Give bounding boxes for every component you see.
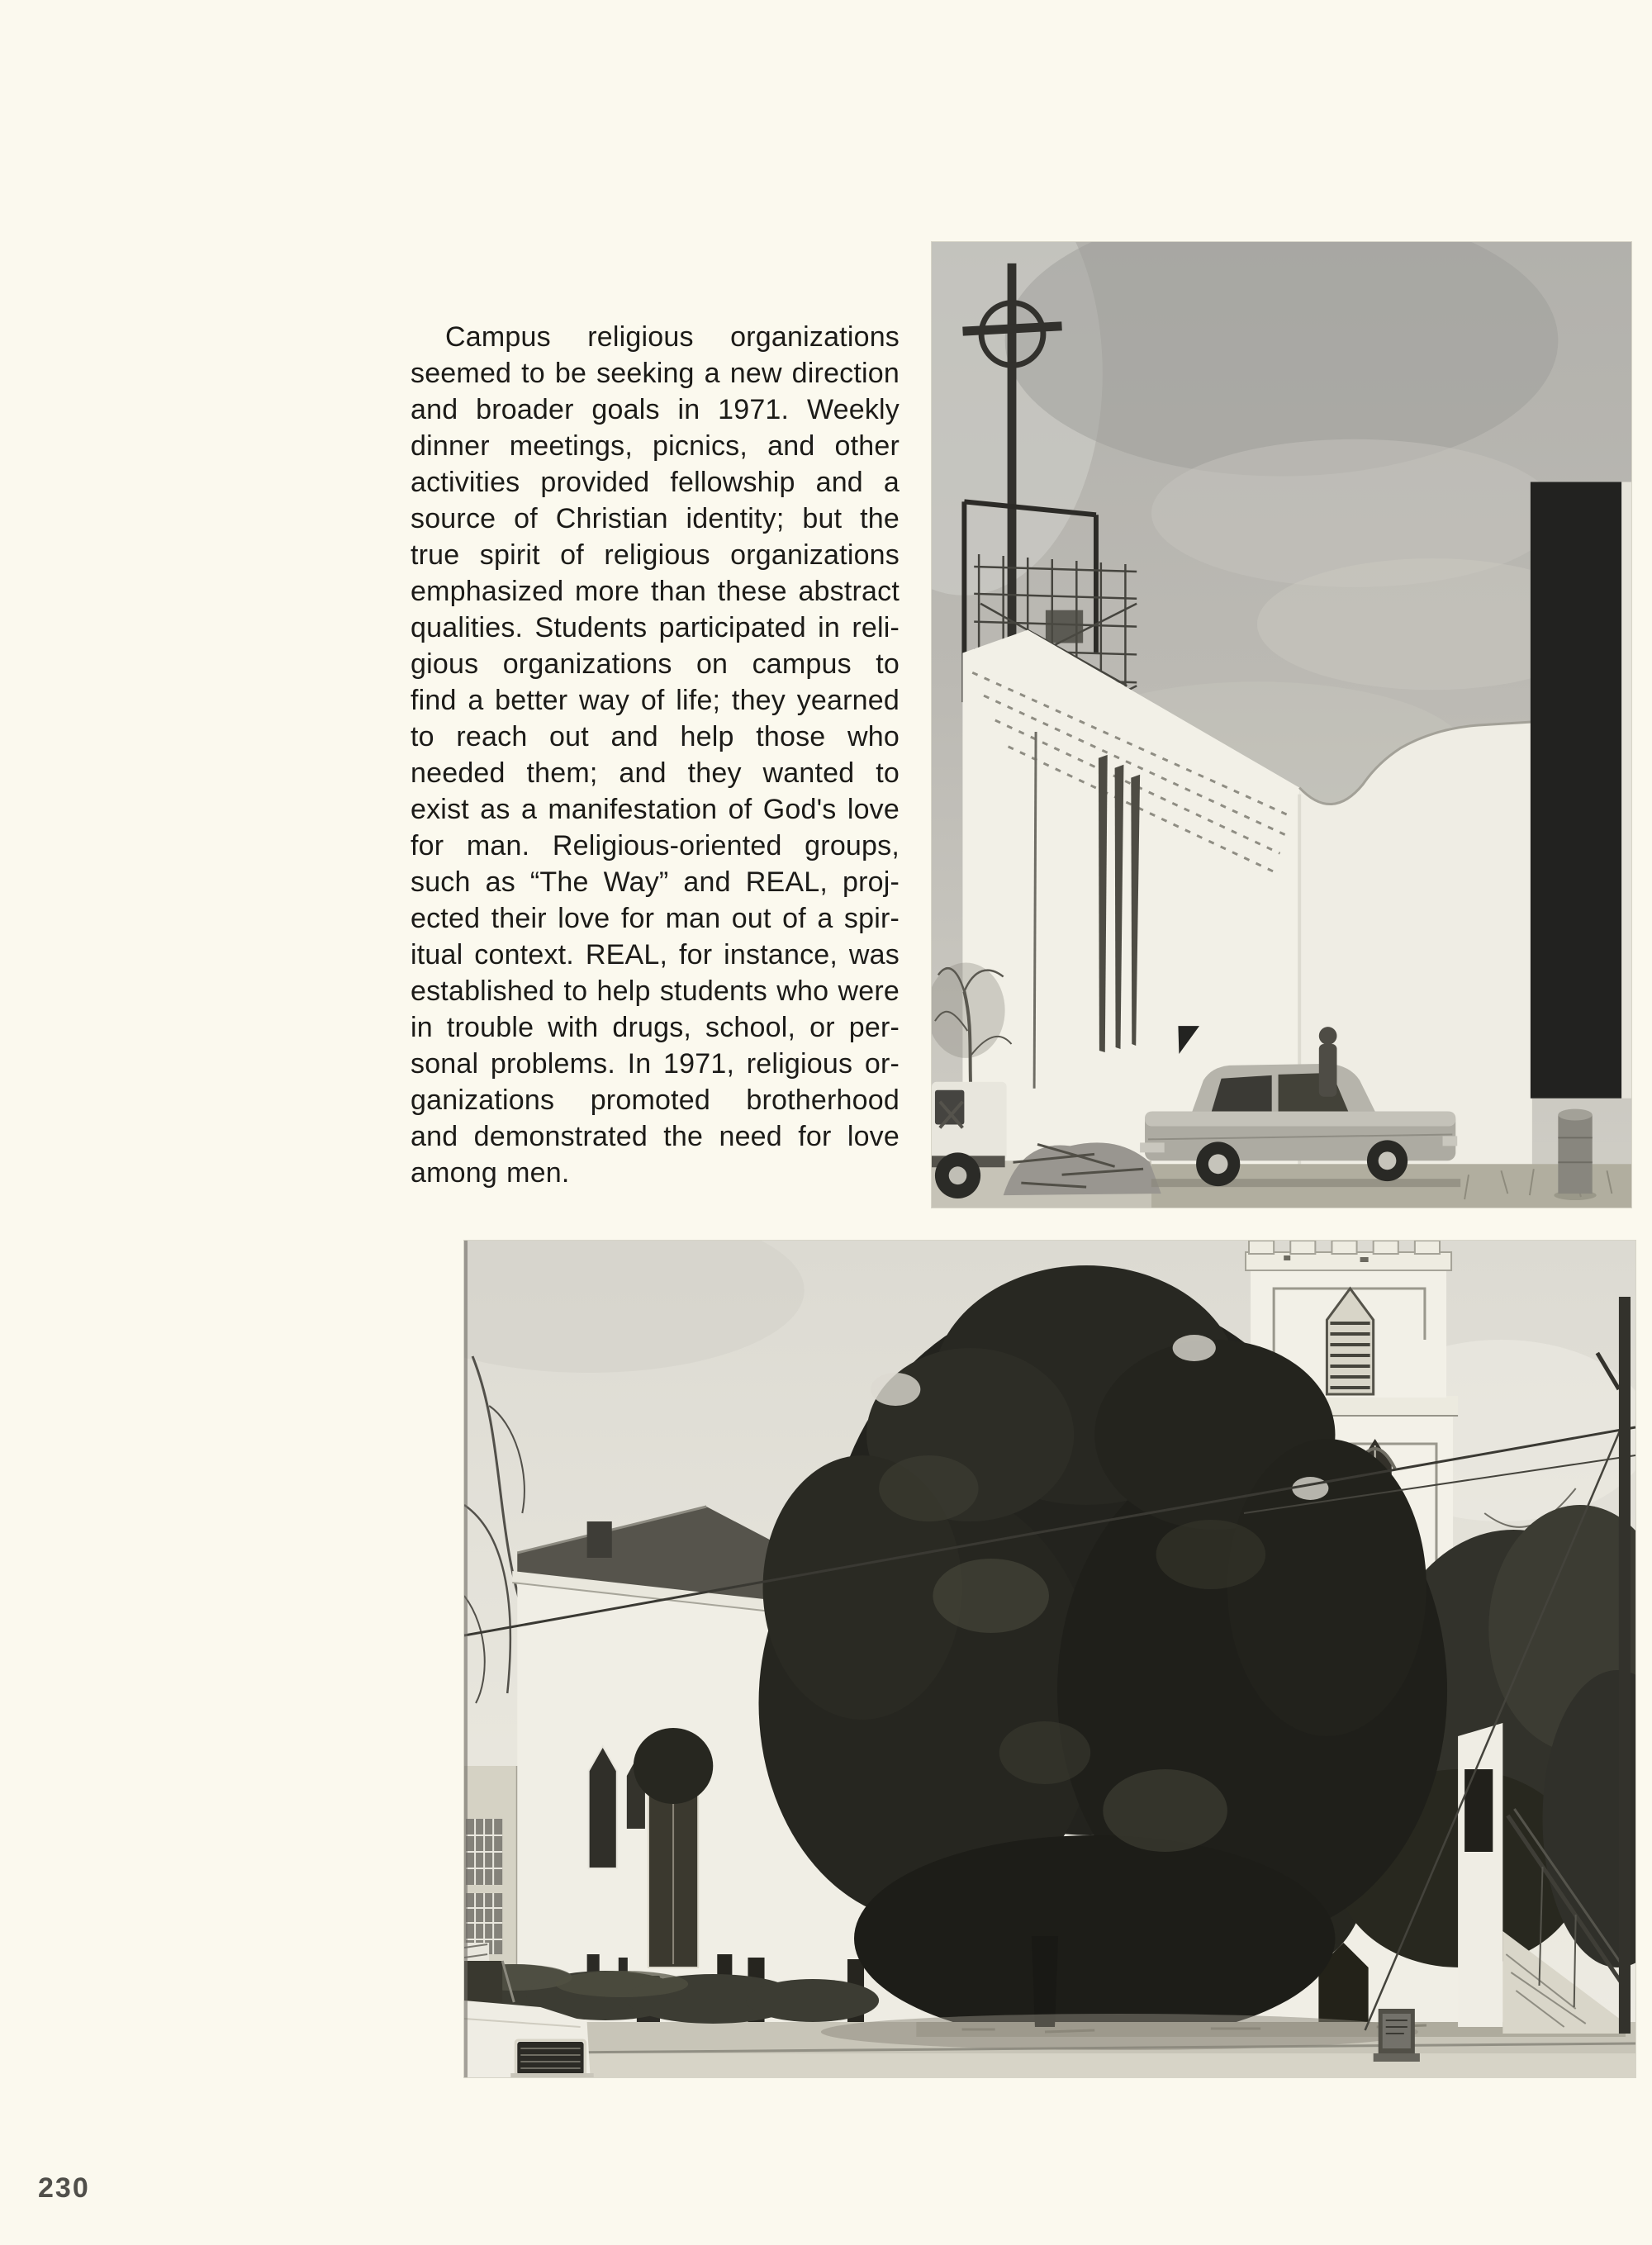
text-line: activities provided fellowship and a: [411, 467, 900, 498]
text-line: source of Christian identity; but the: [411, 503, 900, 534]
text-line: to reach out and help those who: [411, 721, 900, 752]
text-line: emphasized more than these abstract: [411, 576, 900, 607]
slit-windows: [1099, 755, 1140, 1052]
text-line: for man. Religious-oriented groups,: [411, 830, 900, 861]
article-text: [411, 319, 900, 1191]
text-line: sonal problems. In 1971, religious or-: [411, 1048, 900, 1080]
text-line: such as “The Way” and REAL, proj-: [411, 866, 900, 898]
standing-person: [1319, 1027, 1337, 1097]
bottom-photo-illustration: [464, 1241, 1635, 2077]
text-line: dinner meetings, picnics, and other: [411, 430, 900, 462]
text-line: itual context. REAL, for instance, was: [411, 939, 900, 971]
top-photo: [932, 242, 1631, 1208]
bottom-photo: [464, 1241, 1635, 2077]
text-line: ected their love for man out of a spir-: [411, 903, 900, 934]
text-line: and broader goals in 1971. Weekly: [411, 394, 900, 425]
text-line: and demonstrated the need for love: [411, 1121, 900, 1152]
text-line: Campus religious organizations: [445, 321, 900, 353]
text-line: true spirit of religious organizations: [411, 539, 900, 571]
text-line: find a better way of life; they yearned: [411, 685, 900, 716]
page-number: 230: [38, 2172, 90, 2204]
text-line: gious organizations on campus to: [411, 648, 900, 680]
text-line: exist as a manifestation of God's love: [411, 794, 900, 825]
text-line: among men.: [411, 1157, 570, 1189]
top-photo-illustration: [932, 242, 1631, 1208]
text-line: seemed to be seeking a new direction: [411, 358, 900, 389]
text-line: established to help students who were: [411, 975, 900, 1007]
text-line: needed them; and they wanted to: [411, 757, 900, 789]
monument-marker: [1374, 2009, 1420, 2062]
dark-glass-wall: [1531, 482, 1621, 1099]
text-line: in trouble with drugs, school, or per-: [411, 1012, 900, 1043]
barrel: [1554, 1109, 1596, 1200]
text-line: ganizations promoted brotherhood: [411, 1085, 900, 1116]
text-line: qualities. Students participated in reli-: [411, 612, 900, 643]
tree-trunk: [1032, 1936, 1058, 2027]
